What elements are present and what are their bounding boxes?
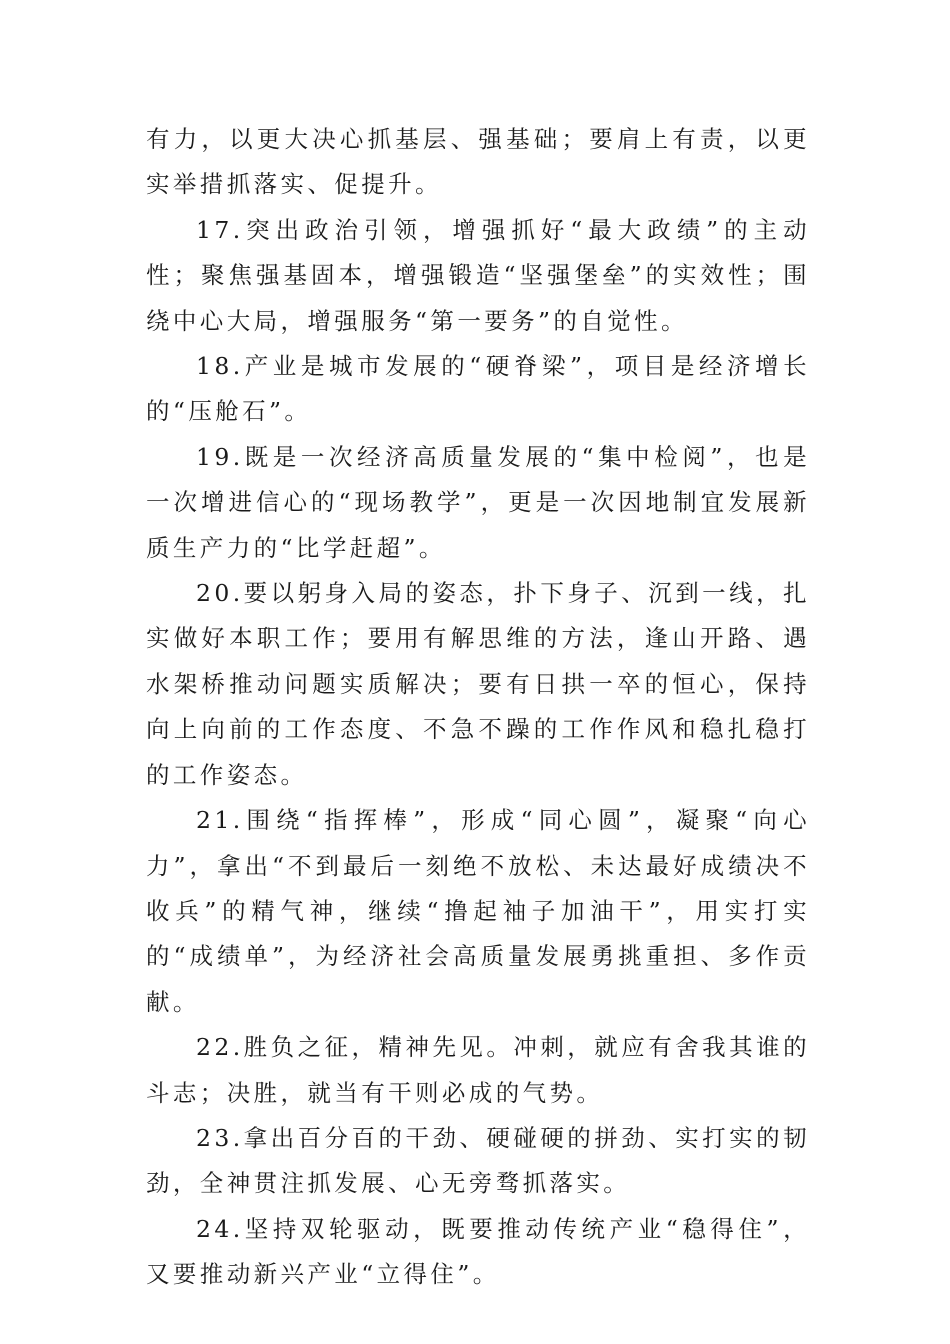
- paragraph-21: 21.围绕“指挥棒”，形成“同心圆”，凝聚“向心力”，拿出“不到最后一刻绝不放松、未达最好成绩决不收兵”的精气神，继续“撸起袖子加油干”，用实打实的“成绩单”，为经济社会高质量发展勇挑重担、多作贡献。: [146, 806, 810, 1016]
- document-body: [146, 117, 810, 1298]
- paragraph-19: 19.既是一次经济高质量发展的“集中检阅”，也是一次增进信心的“现场教学”，更是一次因地制宜发展新质生产力的“比学赶超”。: [146, 442, 810, 562]
- paragraph-24: 24.坚持双轮驱动，既要推动传统产业“稳得住”，又要推动新兴产业“立得住”。: [146, 1214, 810, 1289]
- paragraph-18: 18.产业是城市发展的“硬脊梁”，项目是经济增长的“压舱石”。: [146, 352, 810, 426]
- paragraph-22: 22.胜负之征，精神先见。冲刺，就应有舍我其谁的斗志；决胜，就当有干则必成的气势。: [146, 1033, 810, 1107]
- paragraph-23: 23.拿出百分百的干劲、硬碰硬的拼劲、实打实的韧劲，全神贯注抓发展、心无旁骛抓落实。: [146, 1123, 810, 1198]
- paragraph-20: 20.要以躬身入局的姿态，扑下身子、沉到一线，扎实做好本职工作；要用有解思维的方法，逢山开路、遇水架桥推动问题实质解决；要有日拱一卒的恒心，保持向上向前的工作态度、不急不躁的工作作风和稳扎稳打的工作姿态。: [146, 579, 810, 789]
- paragraph-continuation: 有力，以更大决心抓基层、强基础；要肩上有责，以更实举措抓落实、促提升。: [146, 125, 810, 199]
- paragraph-17: 17.突出政治引领，增强抓好“最大政绩”的主动性；聚焦强基固本，增强锻造“坚强堡垒”的实效性；围绕中心大局，增强服务“第一要务”的自觉性。: [146, 215, 810, 335]
